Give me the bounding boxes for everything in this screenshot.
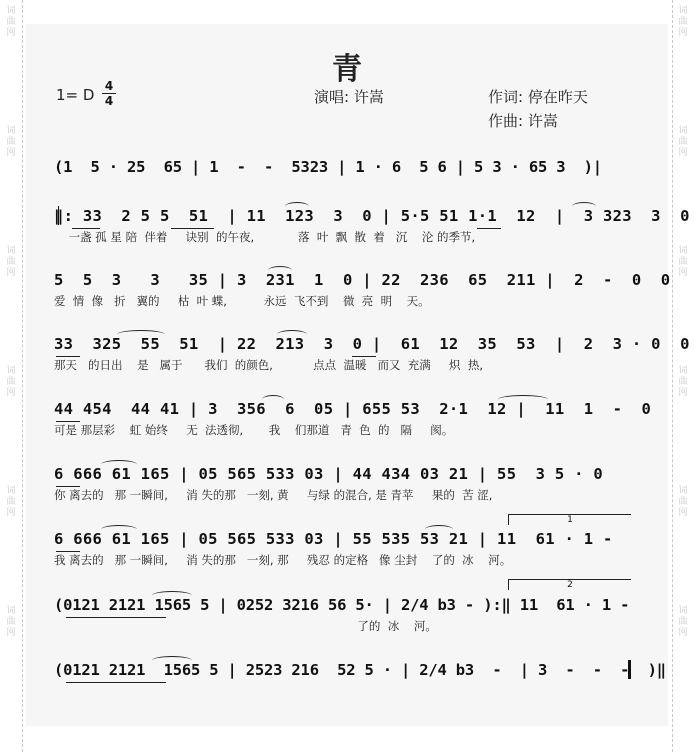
row-lyrics: 你 离去的 那 一瞬间, 消 失的那 一刻, 黄 与绿 的混合, 是 青苹 果的 苦 涩,: [54, 488, 493, 502]
row-notes: (0121 2121 1565 5 | 0252 3216 56 5· | 2/4 b3 - ):‖ 11 61 · 1 -: [54, 596, 630, 614]
row-notes: (1 5 · 25 65 | 1 - - 5323 | 1 · 6 5 6 | 5 3 · 65 3 )|: [54, 158, 602, 176]
volta-second-ending: 2: [508, 579, 631, 590]
slur: [572, 202, 596, 211]
slur: [101, 460, 137, 469]
watermark-left-4: 词 曲 网: [6, 366, 16, 398]
row-lyrics: 可是 那层彩 虹 始终 无 法透彻, 我 们那道 青 色 的 隔 阂。: [54, 423, 454, 437]
beam-underline: [352, 356, 376, 357]
slur: [268, 266, 292, 275]
row-lyrics: 那天 的日出 是 属于 我们 的颜色, 点点 温暖 而又 充满 炽 热,: [54, 358, 483, 372]
song-title: 青: [332, 52, 362, 87]
row-notes: 6 666 61 165 | 05 565 533 03 | 55 535 53 21 | 11 61 · 1 -: [54, 530, 613, 548]
watermark-left-5: 词 曲 网: [6, 486, 16, 518]
watermark-left-2: 词 曲 网: [6, 126, 16, 158]
slur: [498, 395, 548, 404]
beam-underline: [190, 228, 214, 229]
watermark-right-5: 词 曲 网: [678, 486, 688, 518]
slur: [262, 395, 284, 404]
watermark-left-6: 词 曲 网: [6, 606, 16, 638]
row-notes: 5 5 3 3 35 | 3 231 1 0 | 22 236 65 211 | 2 - 0 0: [54, 271, 671, 289]
watermark-right-3: 词 曲 网: [678, 246, 688, 278]
time-signature-top: 4: [104, 79, 114, 93]
row-notes: 6 666 61 165 | 05 565 533 03 | 44 434 03 21 | 55 3 5 · 0: [54, 465, 604, 483]
time-signature-bottom: 4: [104, 94, 114, 108]
left-border: [22, 0, 23, 752]
watermark-right-4: 词 曲 网: [678, 366, 688, 398]
row-notes: (0121 2121 1565 5 | 2523 216 52 5 · | 2/4 b3 - | 3 - - - )‖: [54, 661, 666, 679]
watermark-left-1: 词 曲 网: [6, 6, 16, 38]
key-signature: 1= D: [56, 86, 95, 104]
beam-underline: [56, 421, 80, 422]
beam-underline: [66, 617, 166, 618]
time-signature: [102, 80, 116, 107]
watermark-right-6: 词 曲 网: [678, 606, 688, 638]
beam-underline: [72, 228, 100, 229]
slur: [285, 202, 309, 211]
slur: [152, 656, 192, 665]
slur: [277, 330, 307, 339]
slur: [425, 525, 453, 534]
row-notes: 33 325 55 51 | 22 213 3 0 | 61 12 35 53 | 2 3 · 0 0: [54, 335, 690, 353]
lyricist-credit: 作词: 停在昨天: [488, 88, 588, 106]
beam-underline: [66, 682, 166, 683]
slur: [101, 525, 137, 534]
beam-underline: [56, 356, 80, 357]
row-lyrics: 我 离去的 那 一瞬间, 消 失的那 一刻, 那 残忍 的定格 像 尘封 了的 冰 河。: [54, 553, 512, 567]
watermark-right-2: 词 曲 网: [678, 126, 688, 158]
watermark-left-3: 词 曲 网: [6, 246, 16, 278]
final-double-bar: [628, 660, 631, 679]
row-notes: ‖: 33 2 5 5 51 | 11 123 3 0 | 5·5 51 1·1 12 | 3 323 3 0: [54, 207, 690, 225]
composer-credit: 作曲: 许嵩: [488, 112, 558, 130]
row-lyrics: 了的 冰 河。: [54, 619, 437, 633]
row-notes: 44 454 44 41 | 3 356 6 05 | 655 53 2·1 12 | 11 1 - 0: [54, 400, 652, 418]
volta-first-ending: 1: [508, 514, 631, 525]
slur: [117, 330, 165, 339]
slur: [152, 591, 192, 600]
watermark-right-1: 词 曲 网: [678, 6, 688, 38]
beam-underline: [56, 486, 80, 487]
row-lyrics: 爱 情 像 折 翼的 枯 叶 蝶, 永远 飞不到 微 亮 明 天。: [54, 294, 430, 308]
right-border: [672, 0, 673, 752]
row-lyrics: 一盏 孤 星 陪 伴着 诀别 的午夜, 落 叶 飘 散 着 沉 沦 的季节,: [54, 230, 476, 244]
beam-underline: [56, 551, 80, 552]
start-repeat-bar: [58, 206, 59, 225]
singer-credit: 演唱: 许嵩: [314, 88, 384, 106]
beam-underline: [477, 228, 501, 229]
